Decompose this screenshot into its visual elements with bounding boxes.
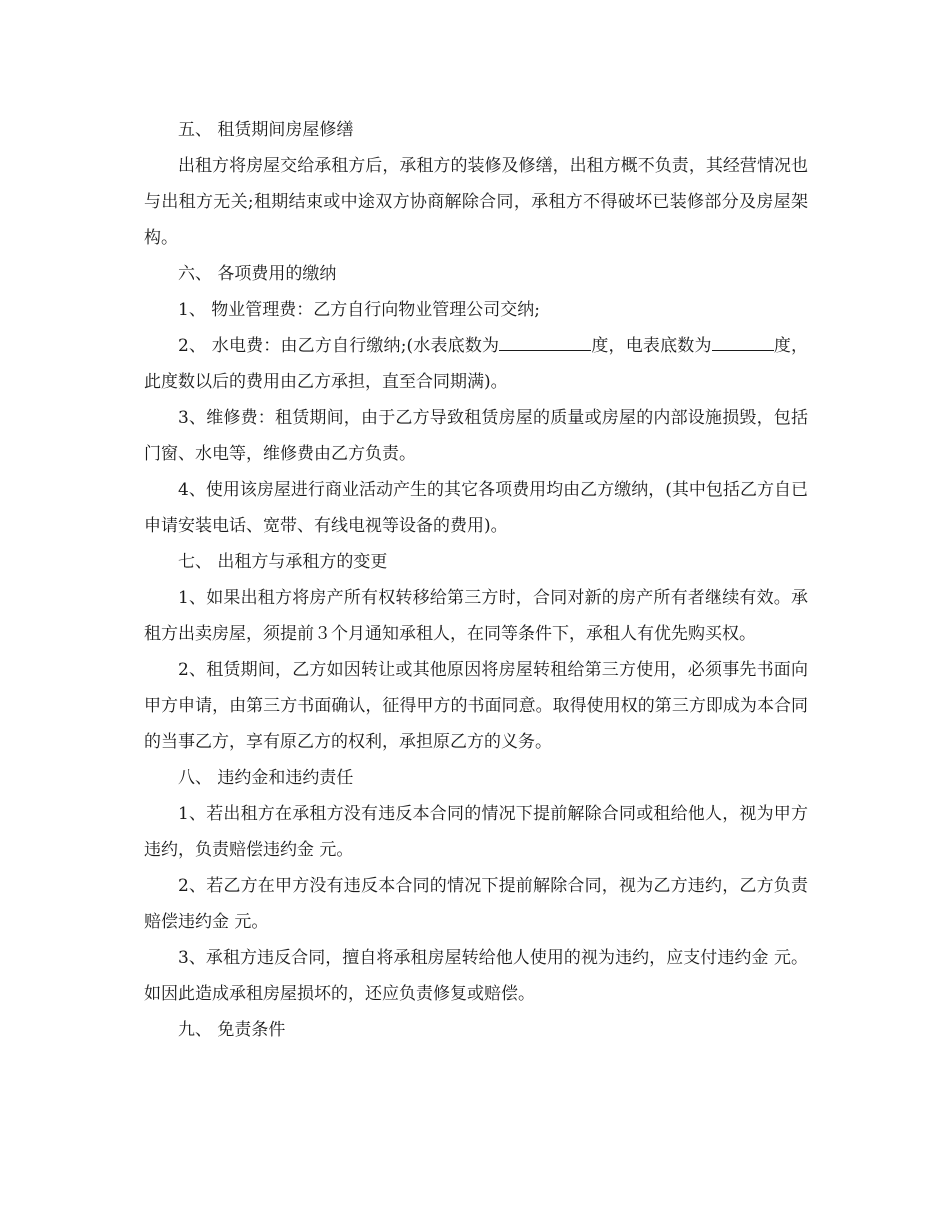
utilities-text-part3: 度，此度数以后的费用由乙方承担，直至合同期满)。 <box>144 336 809 392</box>
section-heading-5: 五、 租赁期间房屋修缮 <box>178 120 354 140</box>
paragraph-repairs: 出租方将房屋交给承租方后，承租方的装修及修缮，出租方概不负责，其经营情况也与出租方无关;租期结束或中途双方协商解除合同，承租方不得破坏已装修部分及房屋架构。 <box>144 156 808 248</box>
document-page <box>144 112 808 1048</box>
paragraph-sublease: 2、租赁期间，乙方如因转让或其他原因将房屋转租给第三方使用，必须事先书面向甲方申请，由第三方书面确认，征得甲方的书面同意。取得使用权的第三方即成为本合同的当事乙方，享有原乙方的权利，承担原乙方的义务。 <box>144 660 808 752</box>
paragraph-lessee-breach: 2、若乙方在甲方没有违反本合同的情况下提前解除合同，视为乙方违约，乙方负责赔偿违约金 元。 <box>144 876 808 932</box>
utilities-text-part1: 2、 水电费：由乙方自行缴纳;(水表底数为 <box>178 336 500 356</box>
paragraph-ownership-transfer: 1、如果出租方将房产所有权转移给第三方时，合同对新的房产所有者继续有效。承租方出卖房屋，须提前３个月通知承租人，在同等条件下，承租人有优先购买权。 <box>144 588 808 644</box>
paragraph-other-fees: 4、使用该房屋进行商业活动产生的其它各项费用均由乙方缴纳，(其中包括乙方自已申请安装电话、宽带、有线电视等设备的费用)。 <box>144 480 808 536</box>
paragraph-utilities <box>144 328 808 400</box>
section-heading-9: 九、 免责条件 <box>178 1020 286 1040</box>
section-heading-7: 七、 出租方与承租方的变更 <box>178 552 388 572</box>
electric-meter-blank <box>712 330 774 351</box>
utilities-text-part2: 度，电表底数为 <box>591 336 712 356</box>
paragraph-unauthorized-transfer: 3、承租方违反合同，擅自将承租房屋转给他人使用的视为违约，应支付违约金 元。如因此造成承租房屋损坏的，还应负责修复或赔偿。 <box>144 948 808 1004</box>
paragraph-lessor-breach: 1、若出租方在承租方没有违反本合同的情况下提前解除合同或租给他人，视为甲方违约，负责赔偿违约金 元。 <box>144 804 808 860</box>
water-meter-blank <box>499 330 591 351</box>
paragraph-maintenance: 3、维修费：租赁期间，由于乙方导致租赁房屋的质量或房屋的内部设施损毁，包括门窗、水电等，维修费由乙方负责。 <box>144 408 808 464</box>
section-heading-8: 八、 违约金和违约责任 <box>178 768 354 788</box>
paragraph-property-fee: 1、 物业管理费：乙方自行向物业管理公司交纳; <box>178 300 540 320</box>
section-heading-6: 六、 各项费用的缴纳 <box>178 264 337 284</box>
